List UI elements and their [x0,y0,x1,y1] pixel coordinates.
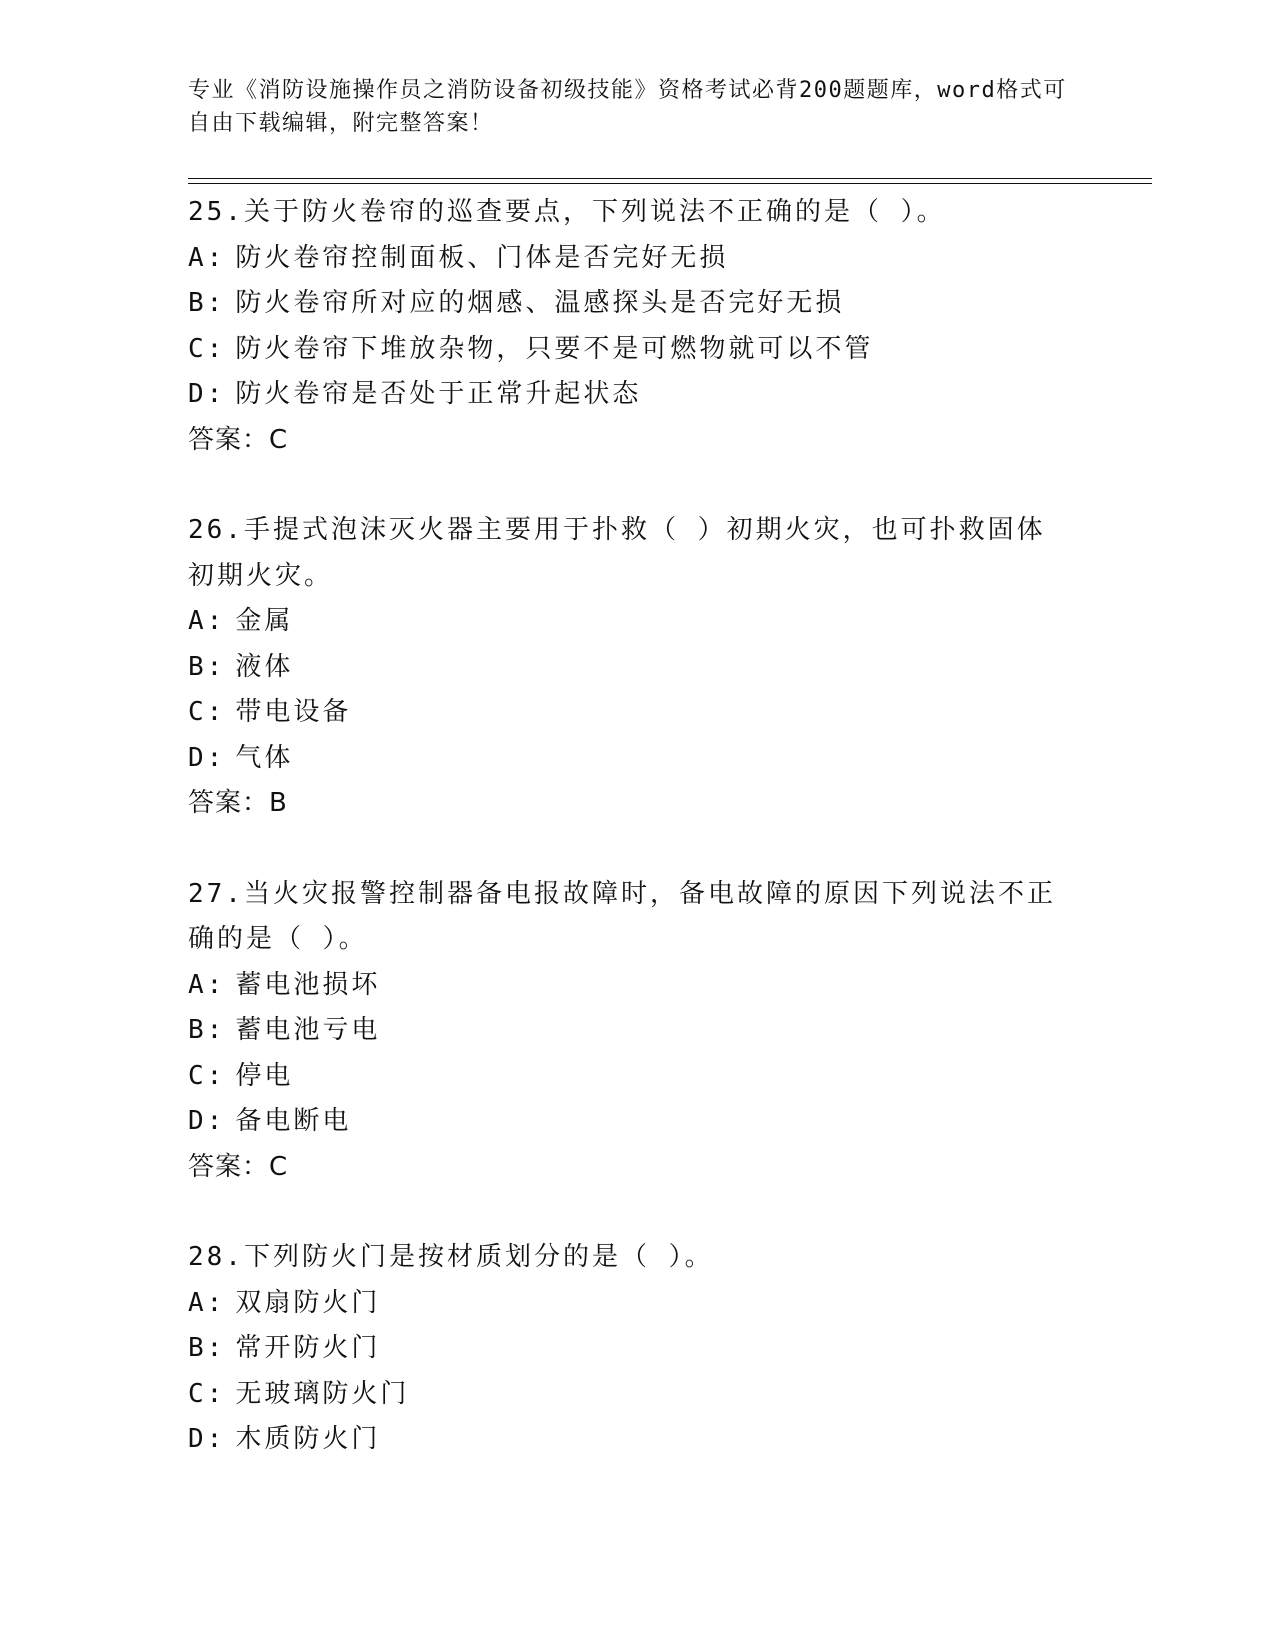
option-text: 防火卷帘是否处于正常升起状态 [235,379,642,409]
option-text: 气体 [235,742,294,773]
option-c [188,1054,1068,1100]
option-text: 蓄电池损坏 [235,969,381,1000]
option-b [188,1326,1068,1372]
question-list [188,190,1068,1508]
option-text: 防火卷帘所对应的烟感、温感探头是否完好无损 [235,288,845,318]
option-text: 无玻璃防火门 [235,1378,410,1409]
option-c [188,1372,1068,1418]
question-text: 下列防火门是按材质划分的是（ ）。 [243,1242,714,1272]
answer-label: 答案： [188,424,270,455]
question-text: 手提式泡沫灭火器主要用于扑救（ ）初期火灾，也可扑救固体初期火灾。 [188,515,1046,591]
question-stem [188,190,1068,236]
option-key: D: [188,742,226,773]
option-key: D: [188,379,226,409]
option-text: 带电设备 [235,697,352,727]
option-a [188,599,1068,645]
option-text: 停电 [235,1060,294,1091]
header-divider-thick [188,183,1152,184]
option-text: 防火卷帘控制面板、门体是否完好无损 [235,242,729,273]
option-text: 蓄电池亏电 [235,1015,381,1045]
answer-line [188,418,1068,464]
option-key: B: [188,651,226,682]
option-a [188,1281,1068,1327]
option-key: C: [188,333,226,364]
option-b [188,645,1068,691]
option-text: 金属 [235,606,294,636]
question-number: 27. [188,878,244,909]
question-text: 当火灾报警控制器备电报故障时，备电故障的原因下列说法不正确的是（ ）。 [188,878,1056,954]
option-key: C: [188,1060,226,1091]
option-c [188,690,1068,736]
document-header: 专业《消防设施操作员之消防设备初级技能》资格考试必背200题题库，word格式可自由下载编辑，附完整答案！ [188,78,1067,136]
question-number: 26. [188,515,244,545]
answer-value: C [269,1151,289,1182]
option-c [188,327,1068,373]
option-text: 备电断电 [235,1106,352,1136]
header-divider-thin [188,178,1152,179]
question-stem [188,1235,1068,1281]
question-text: 关于防火卷帘的巡查要点，下列说法不正确的是（ ）。 [243,197,946,227]
question-26 [188,508,1068,827]
option-text: 常开防火门 [235,1333,381,1363]
question-stem [188,508,1068,599]
option-a [188,236,1068,282]
answer-label: 答案： [188,1151,270,1182]
answer-line [188,781,1068,827]
question-25 [188,190,1068,463]
option-d [188,736,1068,782]
answer-value: B [269,788,288,818]
option-key: C: [188,697,226,727]
question-28 [188,1235,1068,1463]
option-d [188,1417,1068,1463]
option-key: B: [188,1015,226,1045]
option-text: 木质防火门 [235,1424,381,1454]
option-key: C: [188,1378,226,1409]
option-d [188,1099,1068,1145]
question-number: 28. [188,1242,244,1272]
option-key: A: [188,606,226,636]
option-text: 防火卷帘下堆放杂物，只要不是可燃物就可以不管 [235,333,874,364]
answer-value: C [269,424,289,455]
option-text: 双扇防火门 [235,1287,381,1318]
option-key: A: [188,969,226,1000]
answer-line [188,1145,1068,1191]
option-a [188,963,1068,1009]
option-b [188,281,1068,327]
option-key: D: [188,1106,226,1136]
question-stem [188,872,1068,963]
option-text: 液体 [235,651,294,682]
option-b [188,1008,1068,1054]
option-key: B: [188,288,226,318]
option-key: A: [188,242,226,273]
question-27 [188,872,1068,1191]
question-number: 25. [188,197,244,227]
option-key: A: [188,1287,226,1318]
option-key: D: [188,1424,226,1454]
option-d [188,372,1068,418]
option-key: B: [188,1333,226,1363]
answer-label: 答案： [188,788,270,818]
